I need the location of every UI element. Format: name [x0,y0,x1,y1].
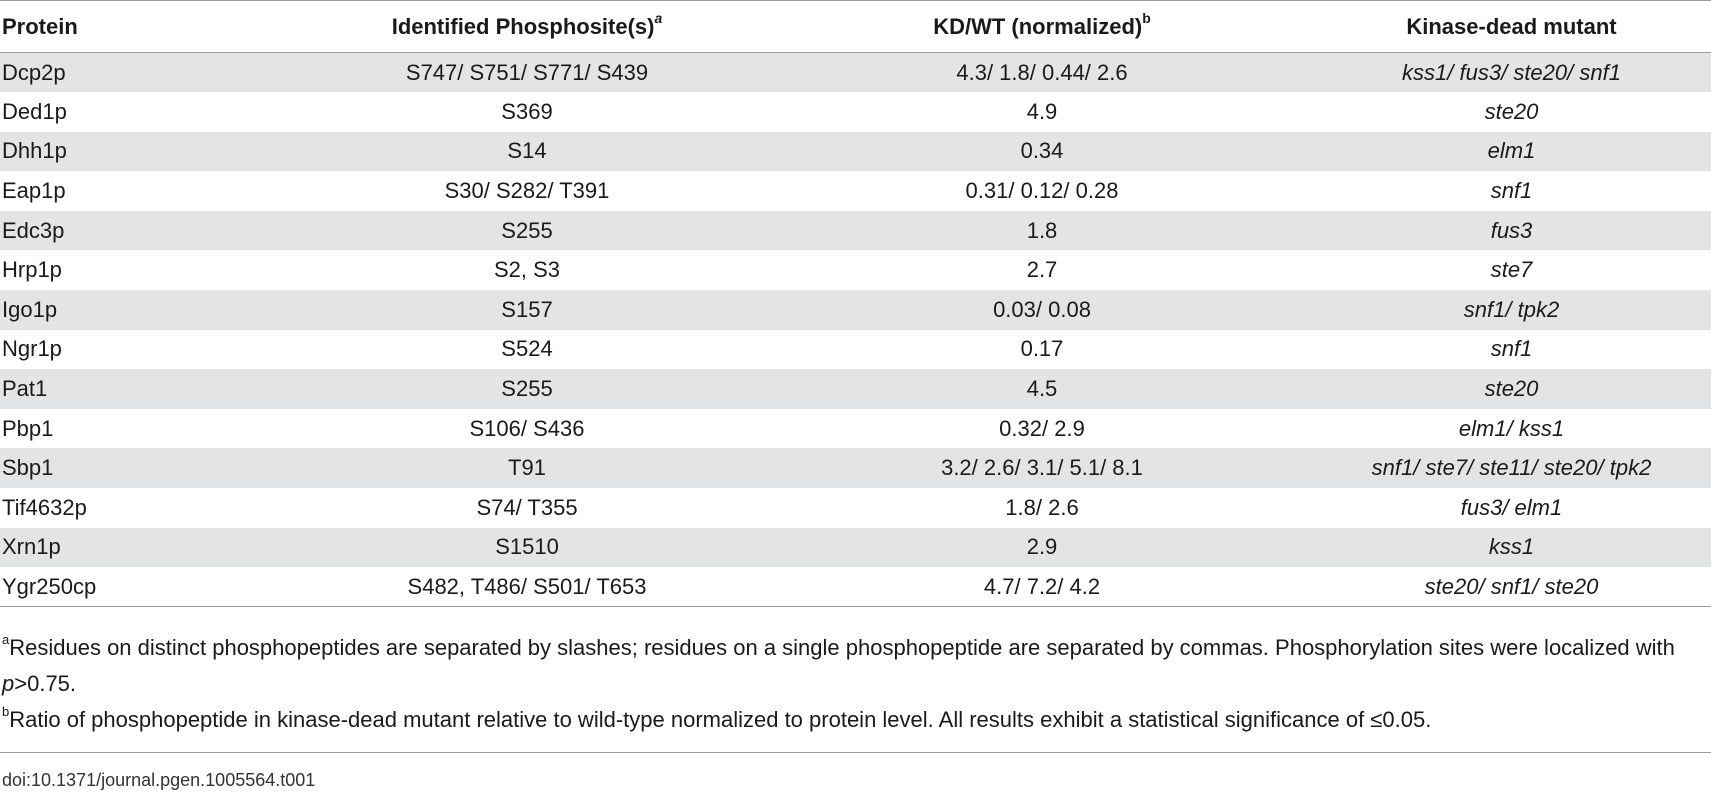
cell-protein: Edc3p [2,217,65,243]
cell-kinase-dead-mutant: ste20 [1484,98,1539,124]
cell-protein: Eap1p [2,178,66,204]
cell-kinase-dead-mutant: fus3/ elm1 [1460,494,1563,520]
header-kdwt-ratio: KD/WT (normalized)$^b$ [772,1,1312,53]
cell-kinase-dead-mutant: fus3 [1490,217,1533,243]
cell-kdwt-ratio: 4.9 [1026,98,1058,124]
cell-protein: Ngr1p [2,336,62,362]
cell-protein: Sbp1 [2,455,54,481]
cell-kinase-dead-mutant: elm1/ kss1 [1458,415,1565,441]
cell-kdwt-ratio: 0.32/ 2.9 [999,415,1085,441]
cell-phosphosite: S157 [501,296,553,322]
cell-phosphosite: S106/ S436 [469,415,585,441]
cell-protein: Hrp1p [2,257,62,283]
cell-kinase-dead-mutant: snf1 [1490,336,1533,362]
table-row [0,53,1711,93]
cell-kdwt-ratio: 0.17 [1020,336,1064,362]
cell-kdwt-ratio: 4.7/ 7.2/ 4.2 [772,567,1312,607]
header-protein: Protein [0,1,282,53]
cell-kdwt-ratio: 0.31/ 0.12/ 0.28 [965,178,1119,204]
table-header-row [0,1,1711,53]
cell-kinase-dead-mutant: ste20 [1484,376,1539,402]
table-row [0,330,1711,370]
cell-kdwt-ratio: 0.34 [1020,138,1064,164]
cell-kinase-dead-mutant: ste20/ snf1/ ste20 [1312,567,1711,607]
table-row [0,250,1711,290]
cell-kdwt-ratio: 4.3/ 1.8/ 0.44/ 2.6 [956,59,1128,85]
cell-kdwt-ratio: 2.9 [1026,534,1058,560]
table-row [0,567,1711,607]
cell-protein: Dhh1p [2,138,67,164]
cell-protein: Ygr250cp [0,567,282,607]
table-row [0,448,1711,488]
cell-phosphosite: S1510 [495,534,559,560]
cell-kdwt-ratio: 1.8/ 2.6 [1005,494,1079,520]
cell-phosphosite: S30/ S282/ T391 [444,178,610,204]
table-row [0,369,1711,409]
cell-kdwt-ratio: 0.03/ 0.08 [993,296,1091,322]
header-kdwt-footnote-marker: b [1142,10,1151,27]
cell-protein: Dcp2p [2,59,66,85]
footnote-b-marker: b [2,703,10,719]
cell-kdwt-ratio: 1.8 [1026,217,1058,243]
cell-phosphosite: S482, T486/ S501/ T653 [282,567,772,607]
cell-phosphosite: S74/ T355 [476,494,578,520]
cell-protein: Pat1 [2,376,48,402]
footnote-a-marker: a [2,631,10,647]
footnote-a-p-symbol: p [2,671,15,696]
cell-phosphosite: S524 [501,336,553,362]
footnote-a [2,630,1702,702]
table-row [0,211,1711,251]
cell-kdwt-ratio: 4.5 [1026,376,1058,402]
cell-phosphosite: S255 [501,376,553,402]
table-row [0,92,1711,132]
cell-protein: Ded1p [2,98,67,124]
cell-kinase-dead-mutant: ste7 [1490,257,1533,283]
table-row [0,290,1711,330]
cell-phosphosite: T91 [508,455,546,481]
doi-label: doi:10.1371/journal.pgen.1005564.t001 [2,770,316,790]
cell-kinase-dead-mutant: kss1/ fus3/ ste20/ snf1 [1402,59,1621,85]
footnote-a-text: Residues on distinct phosphopeptides are separated by slashes; residues on a single phosphopeptide are separated by commas. Phosphorylation sites were localized with [9,635,1675,660]
cell-phosphosite: S255 [501,217,553,243]
cell-phosphosite: S369 [501,98,553,124]
cell-phosphosite: S14 [507,138,547,164]
table-row [0,409,1711,449]
footnote-b [2,702,1702,738]
footnote-divider [0,752,1711,753]
cell-kinase-dead-mutant: snf1/ tpk2 [1463,296,1560,322]
table-row [0,528,1711,568]
cell-kinase-dead-mutant: snf1/ ste7/ ste11/ ste20/ tpk2 [1371,455,1652,481]
cell-protein: Tif4632p [2,494,87,520]
cell-kdwt-ratio: 3.2/ 2.6/ 3.1/ 5.1/ 8.1 [941,455,1143,481]
cell-kdwt-ratio: 2.7 [1026,257,1058,283]
table-row [0,132,1711,172]
table-row [0,171,1711,211]
footnote-b-text: Ratio of phosphopeptide in kinase-dead mutant relative to wild-type normalized to protein level. All results exhibit a statistical significance of ≤0.05. [9,707,1432,732]
cell-kinase-dead-mutant: kss1 [1488,534,1535,560]
cell-phosphosite: S2, S3 [493,257,561,283]
header-phosphosite-footnote-marker: a [654,10,663,27]
footnote-a-threshold: >0.75. [14,671,77,696]
header-phosphosite: Identified $Phosphosite(s)^a$ [282,1,772,53]
cell-protein: Xrn1p [2,534,61,560]
cell-kinase-dead-mutant: elm1 [1487,138,1536,164]
cell-protein: Pbp1 [2,415,54,441]
cell-kinase-dead-mutant: snf1 [1490,178,1533,204]
cell-phosphosite: S747/ S751/ S771/ S439 [405,59,649,85]
cell-protein: Igo1p [2,296,58,322]
header-kinase-dead-mutant: Kinase-dead mutant [1312,1,1711,53]
table-row [0,488,1711,528]
table-footnotes [2,630,1702,738]
table-body [0,53,1711,607]
